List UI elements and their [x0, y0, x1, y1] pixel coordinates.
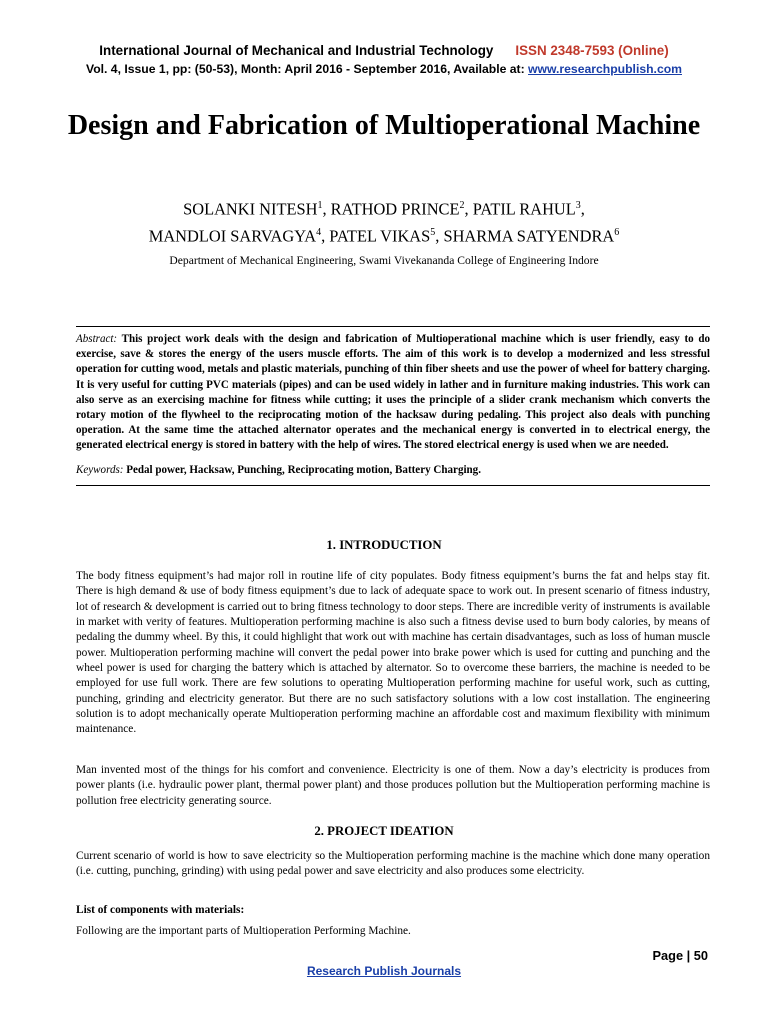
publisher-link[interactable]: Research Publish Journals	[306, 964, 462, 978]
page-number: Page | 50	[652, 948, 708, 963]
abstract-body: This project work deals with the design and fabrication of Multioperational machine which is user friendly, easy to do exercise, save & stores the energy of the users muscle efforts. The aim of this work is to develop a modernized and less stressful operation for cutting wood, metals and plastic materials, punching of thin fiber sheets and use the power of wheel for battery charging. It is very useful for cutting PVC materials (pipes) and can be used widely in lather and in furniture making industries. This work can also serve as an exercising machine for fitness while cutting; it uses the principle of a slider crank mechanism which converts the rotary motion of the flywheel to the reciprocating motion of the hacksaw during pedaling. This project also deals with punching operation. At the same time the attached alternator operates and the mechanical energy is converted in to electrical energy, the generated electrical energy is stored in battery with the help of wires. The stored electrical energy is used when we are needed.	[76, 333, 710, 452]
author-affil-sup: 6	[614, 227, 620, 239]
author: PATIL RAHUL	[472, 199, 576, 219]
author-affil-sup: 2	[459, 200, 465, 211]
volume-info: Vol. 4, Issue 1, pp: (50-53), Month: April 2016 - September 2016, Available at:	[85, 62, 525, 76]
abstract-paragraph	[76, 332, 710, 454]
author-affil-sup: 4	[316, 227, 322, 239]
journal-name: International Journal of Mechanical and Industrial Technology	[99, 43, 494, 58]
author-affil-sup: 5	[430, 227, 436, 239]
paper-title: Design and Fabrication of Multioperational Machine	[67, 110, 701, 141]
author: PATEL VIKAS	[329, 226, 431, 246]
journal-website-link[interactable]: www.researchpublish.com	[528, 62, 682, 76]
components-list-heading: List of components with materials:	[76, 904, 245, 916]
keywords-line	[76, 463, 710, 478]
keywords-label: Keywords:	[76, 463, 124, 476]
intro-paragraph-1: The body fitness equipment’s had major roll in routine life of city populates. Body fitness equipment’s burns the fat and helps stay fit. There is high demand & use of body fitness equipment’s due to lack of adequate space to work out. In present scenario of fitness industry, lot of research & development is carried out to bring fitness technology to door steps. There are incredible verity of instruments is available in market with verity of features. Multioperation performing machine is also such a fitness devise used to burn body calories, by means of pedaling the dummy wheel. By this, it could highlight that work out with machine has certain disadvantages, such as loss of human muscle power. Multioperation performing machine will convert the pedal power into brake power which is used for cutting and punching and the wheel power is used for charging the battery which is attached by alternator. So to overcome these barriers, the machine is needed to be employed for use full work. There are few solutions to operating Multioperation performing machine for useful work, such as cutting, punching, grinding and electricity generator. But there are no such satisfactory solutions with a low cost installation. The engineering solution is to adopt mechanically operate Multioperation performing machine an affordable cost and maximum flexibility with minimum maintenance.	[76, 570, 710, 736]
author-affil-sup: 3	[575, 200, 581, 211]
journal-header	[0, 43, 768, 58]
affiliation: Department of Mechanical Engineering, Swami Vivekananda College of Engineering Indore	[169, 254, 599, 267]
author: SHARMA SATYENDRA	[443, 226, 615, 246]
abstract-section	[76, 326, 710, 486]
author-affil-sup: 1	[317, 200, 323, 211]
keywords-list: Pedal power, Hacksaw, Punching, Reciprocating motion, Battery Charging.	[126, 463, 481, 476]
section-heading-project-ideation: 2. PROJECT IDEATION	[314, 824, 454, 838]
section-heading-introduction: 1. INTRODUCTION	[326, 538, 442, 552]
footer	[0, 964, 768, 978]
components-list-intro: Following are the important parts of Multioperation Performing Machine.	[76, 925, 411, 937]
author: MANDLOI SARVAGYA	[148, 226, 317, 246]
intro-paragraph-2: Man invented most of the things for his comfort and convenience. Electricity is one of them. Now a day’s electricity is produces from power plants (i.e. hydraulic power plant, thermal power plant) and those produces pollution but the Multioperation performing machine is pollution free electricity generating source.	[76, 764, 710, 807]
ideation-paragraph-1: Current scenario of world is how to save electricity so the Multioperation performing machine is the machine which done many operation (i.e. cutting, punching, grinding) with using pedal power and save electricity and also produces some electricity.	[76, 850, 710, 878]
author: RATHOD PRINCE	[330, 199, 460, 219]
issn-label: ISSN 2348-7593 (Online)	[515, 43, 669, 58]
abstract-label: Abstract:	[76, 333, 118, 345]
author-list: SOLANKI NITESH$^1$, RATHOD PRINCE$^2$, PATIL RAHUL$^3$, MANDLOI SARVAGYA$^4$, PATEL VIKAS$^5$, SHARMA SATYENDRA$^6$	[148, 199, 620, 246]
author: SOLANKI NITESH	[183, 199, 318, 219]
journal-volume-line	[0, 62, 768, 76]
